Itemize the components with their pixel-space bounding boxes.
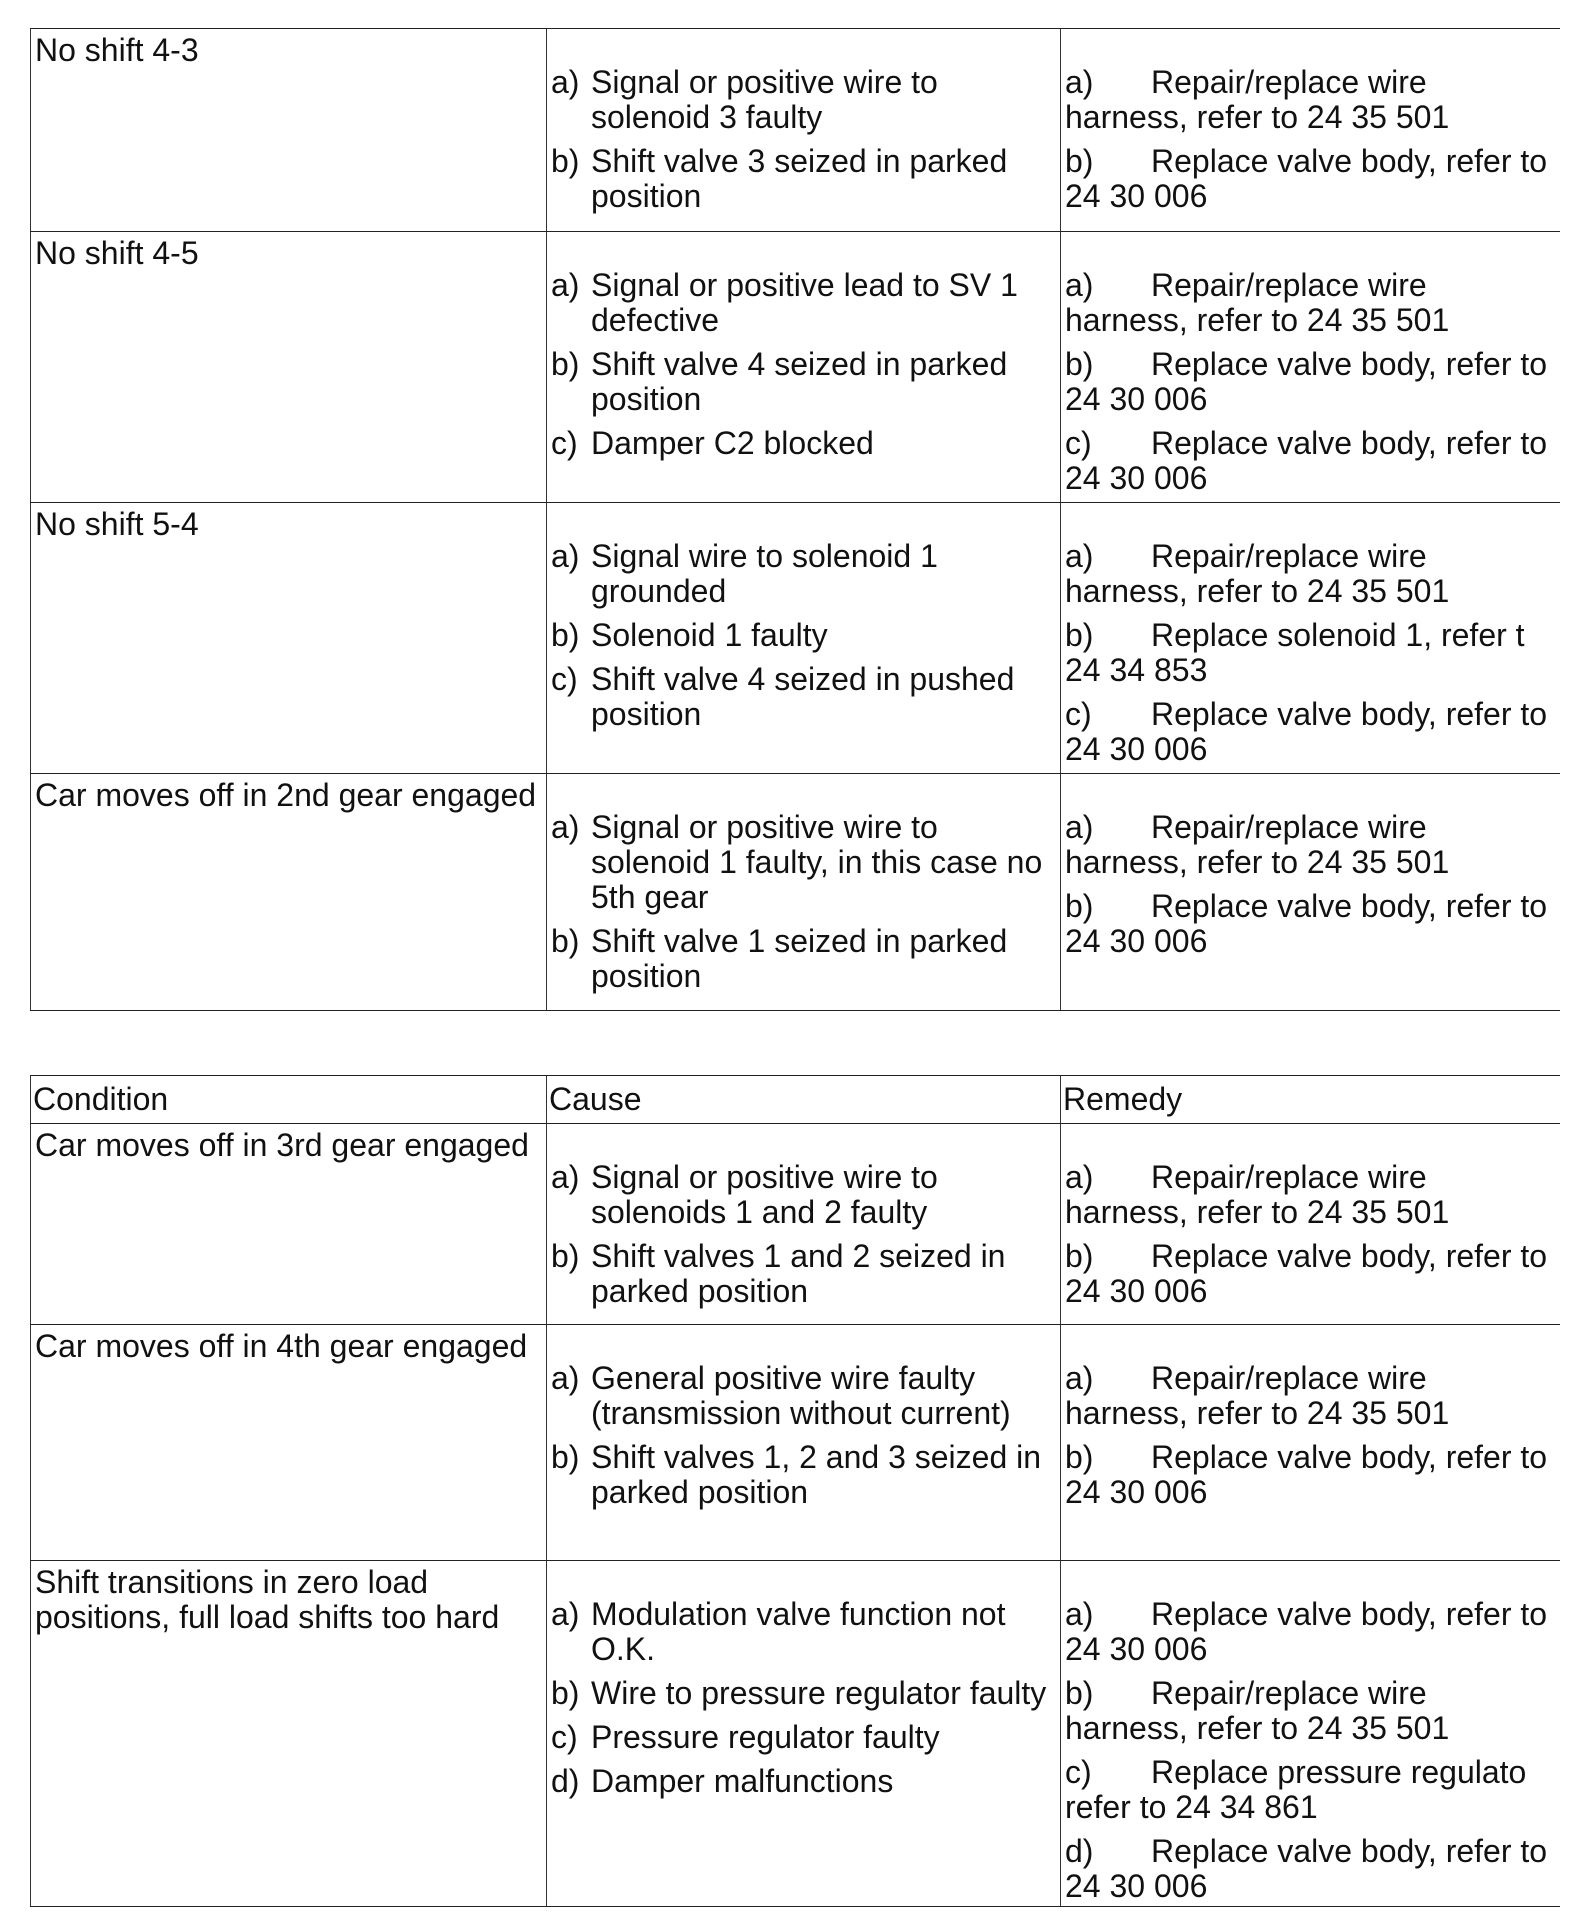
remedy-cell <box>1060 1561 1560 1906</box>
remedy-label: b) <box>1065 1675 1094 1711</box>
remedy-text: Repair/replace wire harness, refer to 24 35 501 <box>1065 267 1450 338</box>
cause-cell <box>546 232 1060 502</box>
remedy-item <box>1065 268 1556 338</box>
remedy-item <box>1065 1755 1556 1825</box>
remedy-label: a) <box>1065 809 1094 845</box>
remedy-text: Replace pressure regulato refer to 24 34 861 <box>1065 1754 1527 1825</box>
remedy-text: Replace valve body, refer to 24 30 006 <box>1065 1833 1548 1904</box>
cause-item <box>551 268 1056 338</box>
cause-label: d) <box>551 1763 580 1799</box>
condition-cell: No shift 4-3 <box>30 29 546 231</box>
cause-item <box>551 618 1056 653</box>
cause-item <box>551 1676 1056 1711</box>
remedy-label: a) <box>1065 64 1094 100</box>
condition-cell: Car moves off in 4th gear engaged <box>30 1325 546 1560</box>
remedy-item <box>1065 697 1556 767</box>
cause-cell <box>546 1561 1060 1906</box>
troubleshooting-table-2 <box>30 1075 1560 1907</box>
troubleshooting-table-1 <box>30 28 1560 1011</box>
remedy-cell <box>1060 232 1560 502</box>
remedy-item <box>1065 426 1556 496</box>
remedy-label: b) <box>1065 346 1094 382</box>
cause-text: Shift valves 1 and 2 seized in parked position <box>591 1238 1006 1309</box>
cause-text: Shift valve 4 seized in parked position <box>591 346 1008 417</box>
cause-text: General positive wire faulty (transmission without current) <box>591 1360 1011 1431</box>
header-cause: Cause <box>546 1076 1060 1123</box>
remedy-text: Replace valve body, refer to 24 30 006 <box>1065 425 1548 496</box>
cause-text: Shift valve 3 seized in parked position <box>591 143 1008 214</box>
cause-label: a) <box>551 538 580 574</box>
remedy-cell <box>1060 1124 1560 1324</box>
cause-item <box>551 1160 1056 1230</box>
remedy-text: Replace valve body, refer to 24 30 006 <box>1065 1439 1548 1510</box>
remedy-item <box>1065 1361 1556 1431</box>
cause-text: Wire to pressure regulator faulty <box>591 1675 1047 1711</box>
cause-text: Pressure regulator faulty <box>591 1719 940 1755</box>
cause-item <box>551 1720 1056 1755</box>
remedy-item <box>1065 1834 1556 1904</box>
cause-item <box>551 144 1056 214</box>
table-row <box>30 1324 1560 1560</box>
remedy-label: a) <box>1065 1159 1094 1195</box>
remedy-label: b) <box>1065 888 1094 924</box>
table-row <box>30 28 1560 231</box>
cause-item <box>551 924 1056 994</box>
cause-text: Solenoid 1 faulty <box>591 617 828 653</box>
remedy-text: Replace valve body, refer to 24 30 006 <box>1065 696 1548 767</box>
remedy-text: Replace valve body, refer to 24 30 006 <box>1065 1596 1548 1667</box>
remedy-label: a) <box>1065 267 1094 303</box>
cause-item <box>551 426 1056 461</box>
cause-item <box>551 347 1056 417</box>
cause-item <box>551 810 1056 915</box>
remedy-text: Replace valve body, refer to 24 30 006 <box>1065 888 1548 959</box>
remedy-text: Repair/replace wire harness, refer to 24 35 501 <box>1065 1675 1450 1746</box>
cause-label: c) <box>551 425 578 461</box>
header-condition: Condition <box>30 1076 546 1123</box>
condition-cell: No shift 4-5 <box>30 232 546 502</box>
remedy-cell <box>1060 503 1560 773</box>
remedy-text: Replace valve body, refer to 24 30 006 <box>1065 1238 1548 1309</box>
cause-label: a) <box>551 267 580 303</box>
cause-cell <box>546 1325 1060 1560</box>
cause-cell <box>546 503 1060 773</box>
remedy-item <box>1065 347 1556 417</box>
remedy-item <box>1065 810 1556 880</box>
remedy-cell <box>1060 29 1560 231</box>
cause-text: Shift valves 1, 2 and 3 seized in parked position <box>591 1439 1042 1510</box>
cause-label: a) <box>551 64 580 100</box>
remedy-label: b) <box>1065 1238 1094 1274</box>
cause-text: Damper malfunctions <box>591 1763 894 1799</box>
cause-label: b) <box>551 1238 580 1274</box>
remedy-label: b) <box>1065 1439 1094 1475</box>
remedy-item <box>1065 1597 1556 1667</box>
cause-item <box>551 662 1056 732</box>
cause-label: c) <box>551 661 578 697</box>
cause-text: Damper C2 blocked <box>591 425 874 461</box>
table-row <box>30 502 1560 773</box>
cause-label: b) <box>551 923 580 959</box>
remedy-item <box>1065 1239 1556 1309</box>
cause-label: a) <box>551 809 580 845</box>
cause-text: Signal or positive wire to solenoids 1 and 2 faulty <box>591 1159 938 1230</box>
remedy-label: c) <box>1065 1754 1092 1790</box>
remedy-item <box>1065 889 1556 959</box>
cause-text: Signal or positive wire to solenoid 1 faulty, in this case no 5th gear <box>591 809 1043 915</box>
cause-item <box>551 539 1056 609</box>
remedy-label: c) <box>1065 696 1092 732</box>
cause-label: c) <box>551 1719 578 1755</box>
cause-cell <box>546 774 1060 1010</box>
remedy-item <box>1065 1160 1556 1230</box>
remedy-label: a) <box>1065 1360 1094 1396</box>
cause-text: Signal or positive wire to solenoid 3 faulty <box>591 64 938 135</box>
remedy-text: Repair/replace wire harness, refer to 24 35 501 <box>1065 538 1450 609</box>
remedy-cell <box>1060 1325 1560 1560</box>
table-header-row <box>30 1075 1560 1123</box>
cause-text: Shift valve 4 seized in pushed position <box>591 661 1015 732</box>
table-row <box>30 1123 1560 1324</box>
cause-label: a) <box>551 1596 580 1632</box>
remedy-item <box>1065 618 1556 688</box>
header-remedy: Remedy <box>1060 1076 1560 1123</box>
cause-label: b) <box>551 617 580 653</box>
remedy-text: Replace solenoid 1, refer t 24 34 853 <box>1065 617 1525 688</box>
cause-item <box>551 1764 1056 1799</box>
remedy-label: a) <box>1065 1596 1094 1632</box>
cause-cell <box>546 29 1060 231</box>
cause-text: Signal wire to solenoid 1 grounded <box>591 538 938 609</box>
cause-item <box>551 65 1056 135</box>
remedy-text: Repair/replace wire harness, refer to 24 35 501 <box>1065 809 1450 880</box>
remedy-text: Replace valve body, refer to 24 30 006 <box>1065 346 1548 417</box>
table-row <box>30 1560 1560 1907</box>
remedy-cell <box>1060 774 1560 1010</box>
cause-text: Signal or positive lead to SV 1 defective <box>591 267 1018 338</box>
cause-cell <box>546 1124 1060 1324</box>
cause-label: b) <box>551 1439 580 1475</box>
condition-cell: Car moves off in 2nd gear engaged <box>30 774 546 1010</box>
remedy-label: a) <box>1065 538 1094 574</box>
cause-label: b) <box>551 143 580 179</box>
remedy-text: Repair/replace wire harness, refer to 24 35 501 <box>1065 1360 1450 1431</box>
cause-item <box>551 1239 1056 1309</box>
remedy-label: b) <box>1065 617 1094 653</box>
table-row <box>30 231 1560 502</box>
cause-text: Modulation valve function not O.K. <box>591 1596 1006 1667</box>
cause-item <box>551 1361 1056 1431</box>
remedy-item <box>1065 539 1556 609</box>
cause-label: a) <box>551 1360 580 1396</box>
remedy-text: Repair/replace wire harness, refer to 24 35 501 <box>1065 64 1450 135</box>
cause-label: a) <box>551 1159 580 1195</box>
condition-cell: No shift 5-4 <box>30 503 546 773</box>
remedy-text: Repair/replace wire harness, refer to 24 35 501 <box>1065 1159 1450 1230</box>
remedy-label: d) <box>1065 1833 1094 1869</box>
table-row <box>30 773 1560 1011</box>
remedy-item <box>1065 65 1556 135</box>
cause-item <box>551 1440 1056 1510</box>
cause-item <box>551 1597 1056 1667</box>
remedy-text: Replace valve body, refer to 24 30 006 <box>1065 143 1548 214</box>
remedy-label: c) <box>1065 425 1092 461</box>
cause-text: Shift valve 1 seized in parked position <box>591 923 1008 994</box>
cause-label: b) <box>551 346 580 382</box>
condition-cell: Car moves off in 3rd gear engaged <box>30 1124 546 1324</box>
remedy-item <box>1065 144 1556 214</box>
remedy-item <box>1065 1676 1556 1746</box>
remedy-item <box>1065 1440 1556 1510</box>
remedy-label: b) <box>1065 143 1094 179</box>
cause-label: b) <box>551 1675 580 1711</box>
condition-cell: Shift transitions in zero load positions, full load shifts too hard <box>30 1561 546 1906</box>
